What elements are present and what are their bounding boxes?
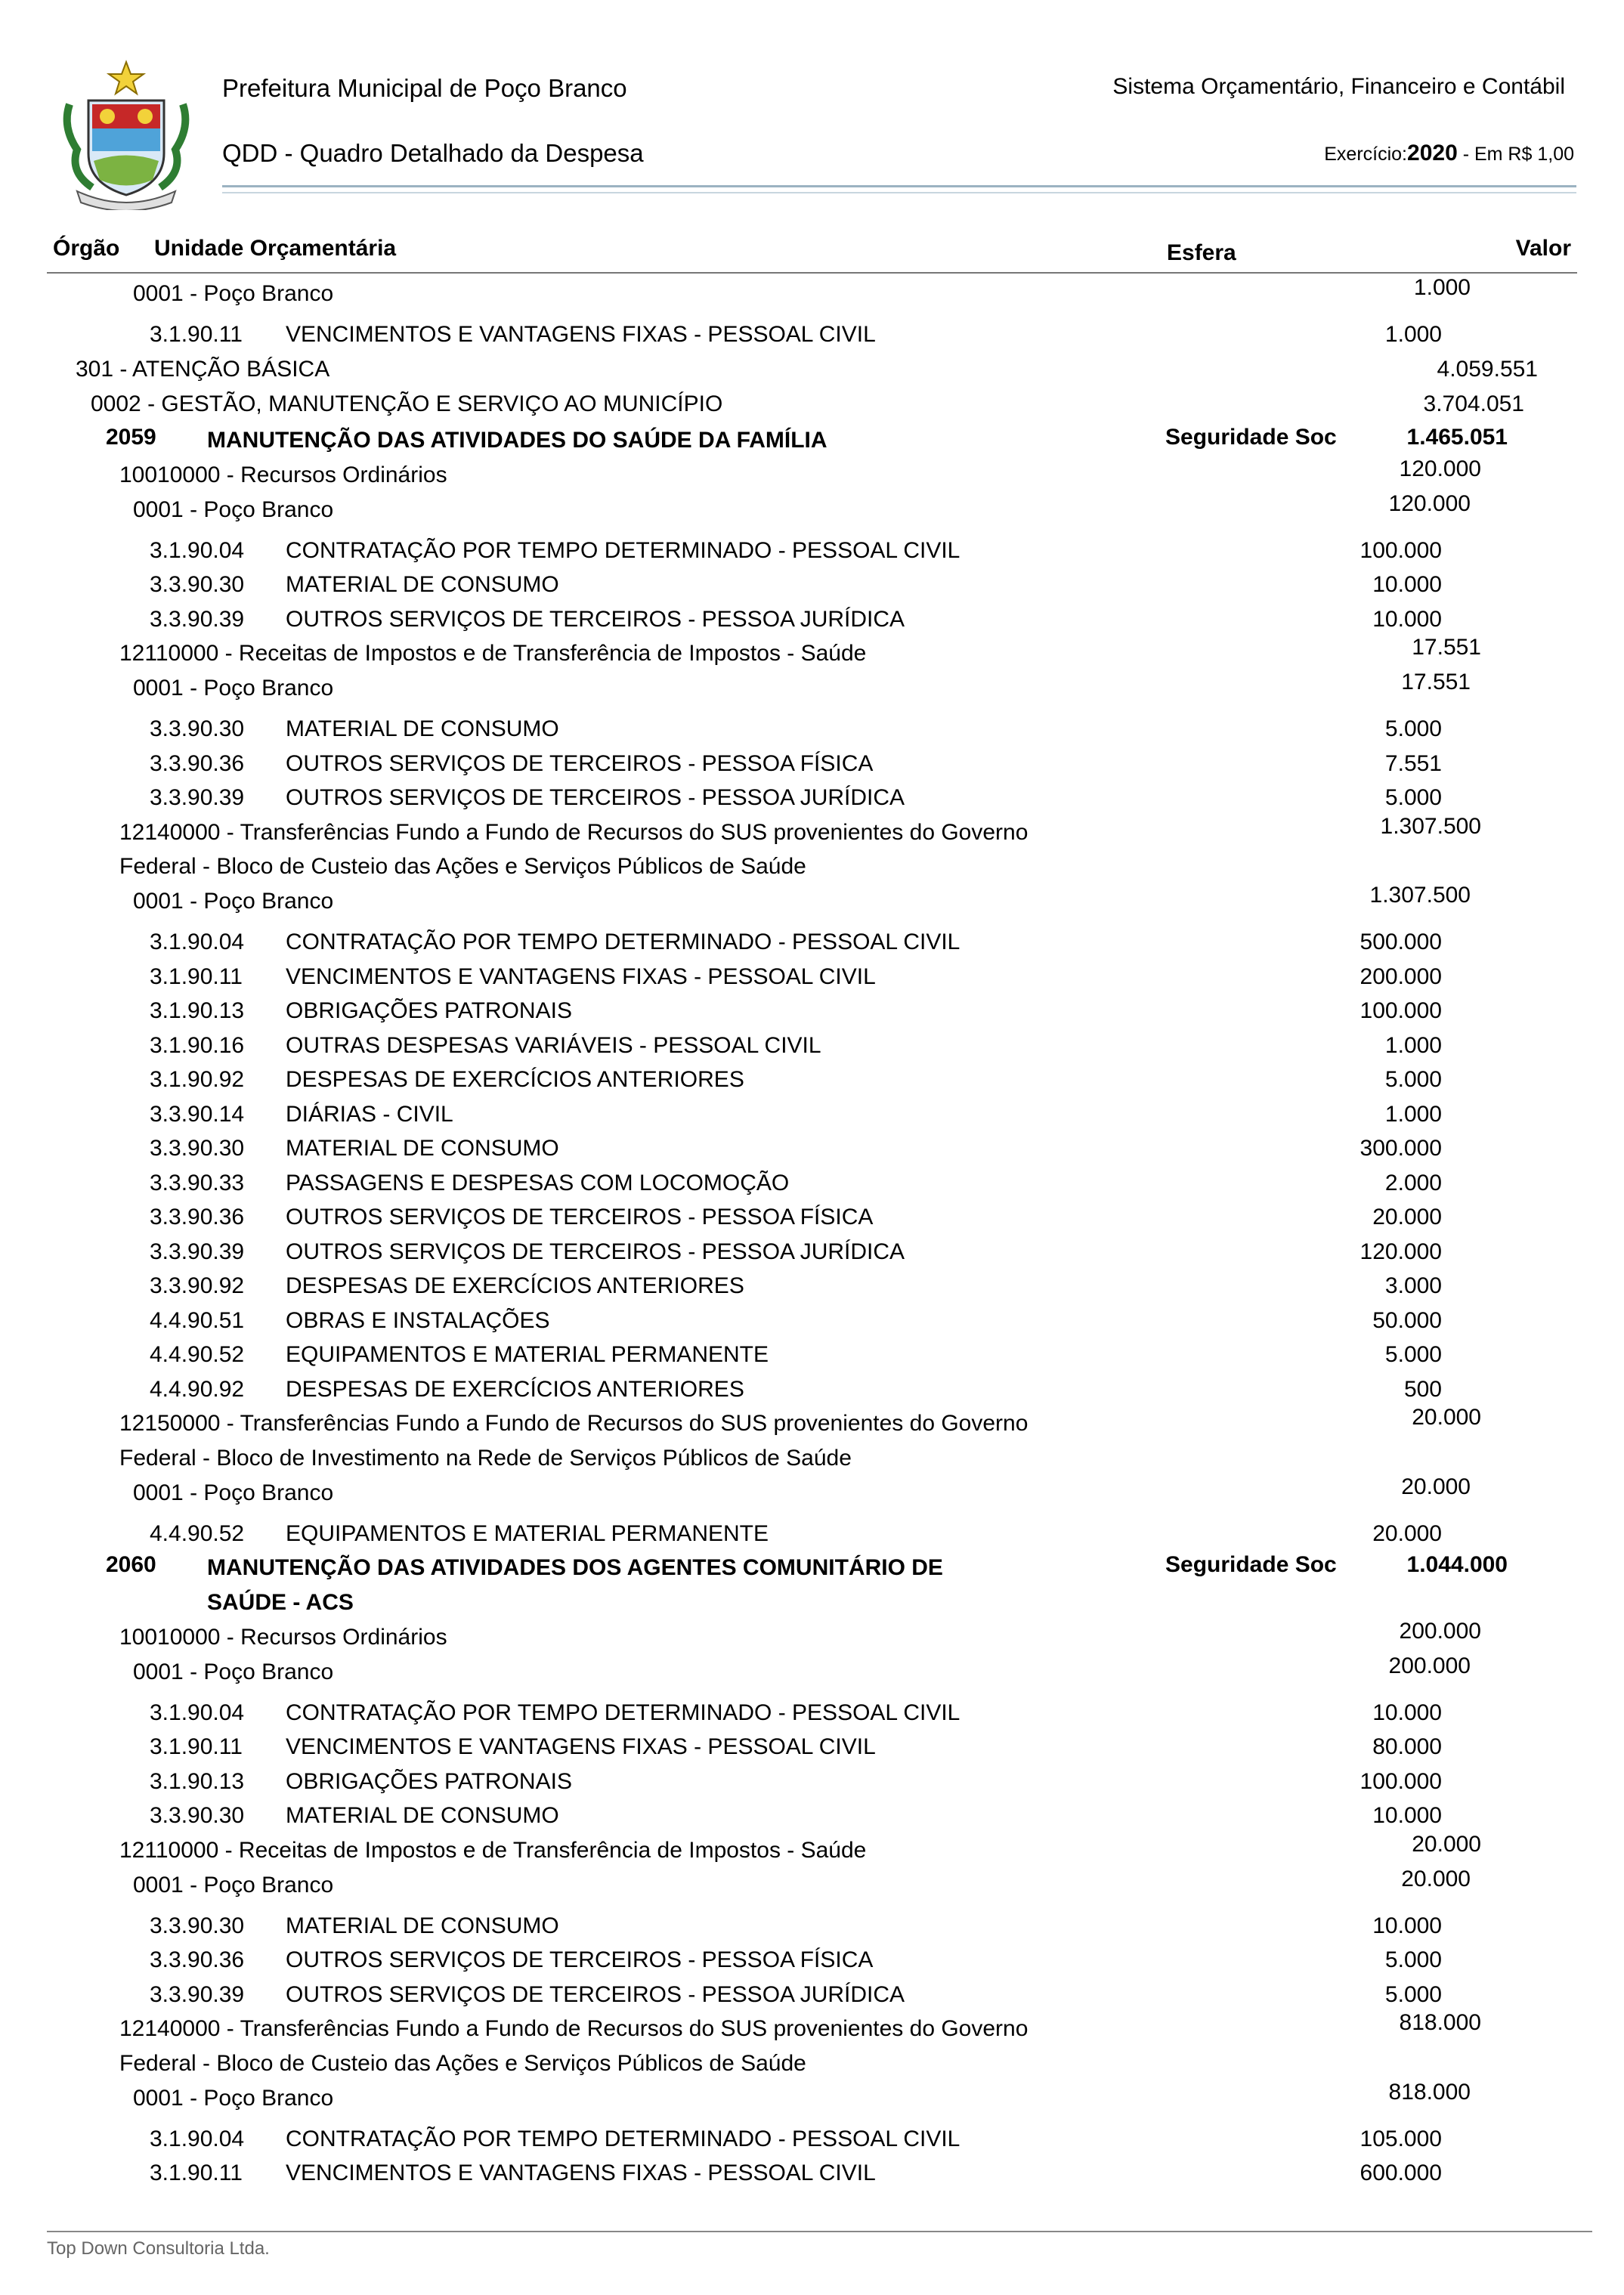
element-code: 3.1.90.04 <box>150 1700 245 1725</box>
row-value: 5.000 <box>1384 1981 1442 2007</box>
row-value: 17.551 <box>1412 635 1481 660</box>
header-rule-2 <box>222 192 1576 193</box>
element-description: VENCIMENTOS E VANTAGENS FIXAS - PESSOAL CIVIL <box>286 2160 876 2185</box>
footer-company: Top Down Consultoria Ltda. <box>47 2238 270 2259</box>
element-description: OUTRAS DESPESAS VARIÁVEIS - PESSOAL CIVIL <box>286 1032 821 1058</box>
element-code: 3.1.90.04 <box>150 929 245 954</box>
currency-note: - Em R$ 1,00 <box>1462 144 1574 165</box>
fonte-label: 0001 - Poço Branco <box>133 1480 334 1505</box>
element-code: 3.3.90.36 <box>150 750 245 776</box>
element-code: 3.1.90.13 <box>150 998 245 1023</box>
element-code: 3.1.90.11 <box>150 1734 243 1759</box>
row-value: 1.000 <box>1384 322 1442 347</box>
row-value: 5.000 <box>1384 1342 1442 1367</box>
element-description: OUTROS SERVIÇOS DE TERCEIROS - PESSOA FÍSICA <box>286 1947 874 1972</box>
element-code: 3.3.90.33 <box>150 1170 245 1195</box>
column-header-rule <box>47 272 1577 274</box>
element-code: 3.3.90.30 <box>150 572 245 597</box>
row-value: 500 <box>1403 1376 1442 1402</box>
row-value: 818.000 <box>1388 2079 1471 2105</box>
resource-label: 12150000 - Transferências Fundo a Fundo de Recursos do SUS provenientes do Governo <box>119 1411 1029 1436</box>
row-value: 20.000 <box>1372 1205 1442 1229</box>
action-description: MANUTENÇÃO DAS ATIVIDADES DOS AGENTES COMUNITÁRIO DE <box>207 1555 943 1580</box>
row-value: 3.704.051 <box>1423 391 1524 416</box>
element-description: PASSAGENS E DESPESAS COM LOCOMOÇÃO <box>286 1170 790 1195</box>
element-code: 3.3.90.30 <box>150 1803 245 1828</box>
row-value: 10.000 <box>1372 572 1442 597</box>
action-description-line2: SAÚDE - ACS <box>207 1589 354 1615</box>
resource-label: 12140000 - Transferências Fundo a Fundo de Recursos do SUS provenientes do Governo <box>119 819 1029 845</box>
resource-label-line2: Federal - Bloco de Investimento na Rede de Serviços Públicos de Saúde <box>119 1445 852 1471</box>
element-description: CONTRATAÇÃO POR TEMPO DETERMINADO - PESSOAL CIVIL <box>286 2126 960 2151</box>
element-description: MATERIAL DE CONSUMO <box>286 1803 559 1828</box>
element-description: DESPESAS DE EXERCÍCIOS ANTERIORES <box>286 1273 744 1298</box>
row-value: 200.000 <box>1399 1618 1481 1644</box>
element-description: DESPESAS DE EXERCÍCIOS ANTERIORES <box>286 1376 744 1402</box>
element-description: OUTROS SERVIÇOS DE TERCEIROS - PESSOA FÍSICA <box>286 1205 874 1229</box>
row-value: 50.000 <box>1372 1307 1442 1333</box>
row-value: 200.000 <box>1360 963 1442 989</box>
row-value: 1.307.500 <box>1380 813 1481 839</box>
element-code: 4.4.90.92 <box>150 1376 245 1402</box>
fonte-label: 0001 - Poço Branco <box>133 496 334 522</box>
row-value: 120.000 <box>1360 1239 1442 1264</box>
element-description: CONTRATAÇÃO POR TEMPO DETERMINADO - PESSOAL CIVIL <box>286 929 960 954</box>
row-value: 5.000 <box>1384 1067 1442 1092</box>
header-rule <box>222 185 1576 187</box>
row-value: 100.000 <box>1360 1768 1442 1794</box>
element-description: EQUIPAMENTOS E MATERIAL PERMANENTE <box>286 1520 769 1546</box>
row-value: 120.000 <box>1388 490 1471 516</box>
element-description: OBRAS E INSTALAÇÕES <box>286 1307 550 1333</box>
resource-label: 12110000 - Receitas de Impostos e de Transferência de Impostos - Saúde <box>119 1837 867 1863</box>
action-description: MANUTENÇÃO DAS ATIVIDADES DO SAÚDE DA FAMÍLIA <box>207 427 827 453</box>
fonte-label: 0001 - Poço Branco <box>133 1872 334 1898</box>
element-code: 3.3.90.92 <box>150 1273 245 1298</box>
resource-label: 12140000 - Transferências Fundo a Fundo de Recursos do SUS provenientes do Governo <box>119 2016 1029 2041</box>
row-value: 100.000 <box>1360 998 1442 1023</box>
row-value: 20.000 <box>1401 1866 1471 1891</box>
row-value: 200.000 <box>1388 1653 1471 1678</box>
row-value: 80.000 <box>1372 1734 1442 1759</box>
element-description: DESPESAS DE EXERCÍCIOS ANTERIORES <box>286 1067 744 1092</box>
row-value: 1.465.051 <box>1406 424 1508 450</box>
element-description: OUTROS SERVIÇOS DE TERCEIROS - PESSOA JURÍDICA <box>286 785 905 810</box>
element-description: MATERIAL DE CONSUMO <box>286 572 559 597</box>
esfera-value: Seguridade Soc <box>1165 1552 1337 1577</box>
row-value: 1.307.500 <box>1369 883 1471 908</box>
row-value: 20.000 <box>1412 1831 1481 1857</box>
program-label: 301 - ATENÇÃO BÁSICA <box>76 356 330 382</box>
row-value: 600.000 <box>1360 2160 1442 2185</box>
element-description: EQUIPAMENTOS E MATERIAL PERMANENTE <box>286 1342 769 1367</box>
element-code: 3.3.90.39 <box>150 1981 245 2007</box>
element-code: 3.3.90.30 <box>150 1136 245 1161</box>
element-description: VENCIMENTOS E VANTAGENS FIXAS - PESSOAL CIVIL <box>286 1734 876 1759</box>
element-code: 4.4.90.52 <box>150 1342 245 1367</box>
element-code: 3.1.90.13 <box>150 1768 245 1794</box>
system-name: Sistema Orçamentário, Financeiro e Contábil <box>1112 74 1565 99</box>
coat-of-arms-icon <box>47 59 206 210</box>
row-value: 10.000 <box>1372 1913 1442 1938</box>
row-value: 1.044.000 <box>1406 1552 1508 1577</box>
exercise-info <box>1324 141 1574 166</box>
element-code: 3.3.90.30 <box>150 1913 245 1938</box>
row-value: 3.000 <box>1384 1273 1442 1298</box>
fonte-label: 0001 - Poço Branco <box>133 281 334 306</box>
row-value: 20.000 <box>1401 1474 1471 1499</box>
municipal-coat-of-arms <box>47 59 206 210</box>
exercise-year: 2020 <box>1407 141 1458 165</box>
element-code: 4.4.90.52 <box>150 1520 245 1546</box>
row-value: 10.000 <box>1372 606 1442 632</box>
organization-name: Prefeitura Municipal de Poço Branco <box>222 74 627 102</box>
element-description: OBRIGAÇÕES PATRONAIS <box>286 998 572 1023</box>
element-code: 3.1.90.92 <box>150 1067 245 1092</box>
element-description: VENCIMENTOS E VANTAGENS FIXAS - PESSOAL CIVIL <box>286 322 876 347</box>
row-value: 500.000 <box>1360 929 1442 954</box>
element-code: 3.3.90.36 <box>150 1205 245 1229</box>
element-code: 3.1.90.11 <box>150 322 243 347</box>
element-description: VENCIMENTOS E VANTAGENS FIXAS - PESSOAL CIVIL <box>286 963 876 989</box>
row-value: 20.000 <box>1372 1520 1442 1546</box>
row-value: 7.551 <box>1384 750 1442 776</box>
esfera-value: Seguridade Soc <box>1165 424 1337 450</box>
element-code: 3.3.90.30 <box>150 716 245 741</box>
row-value: 4.059.551 <box>1437 356 1538 382</box>
resource-label-line2: Federal - Bloco de Custeio das Ações e Serviços Públicos de Saúde <box>119 2050 806 2076</box>
row-value: 1.000 <box>1384 1032 1442 1058</box>
row-value: 100.000 <box>1360 537 1442 563</box>
row-value: 5.000 <box>1384 785 1442 810</box>
element-code: 3.1.90.04 <box>150 537 245 563</box>
element-description: OUTROS SERVIÇOS DE TERCEIROS - PESSOA JURÍDICA <box>286 1239 905 1264</box>
fonte-label: 0001 - Poço Branco <box>133 676 334 701</box>
fonte-label: 0001 - Poço Branco <box>133 889 334 914</box>
element-description: OUTROS SERVIÇOS DE TERCEIROS - PESSOA JURÍDICA <box>286 606 905 632</box>
row-value: 1.000 <box>1413 275 1471 300</box>
resource-label: 12110000 - Receitas de Impostos e de Transferência de Impostos - Saúde <box>119 641 867 666</box>
exercise-label: Exercício: <box>1324 144 1408 165</box>
fonte-label: 0001 - Poço Branco <box>133 2085 334 2111</box>
element-code: 4.4.90.51 <box>150 1307 245 1333</box>
col-valor: Valor <box>1515 236 1571 261</box>
action-code: 2060 <box>106 1552 156 1577</box>
element-code: 3.3.90.39 <box>150 1239 245 1264</box>
element-code: 3.1.90.16 <box>150 1032 245 1058</box>
element-code: 3.3.90.39 <box>150 606 245 632</box>
element-code: 3.3.90.36 <box>150 1947 245 1972</box>
element-code: 3.1.90.11 <box>150 963 243 989</box>
element-description: MATERIAL DE CONSUMO <box>286 716 559 741</box>
element-description: CONTRATAÇÃO POR TEMPO DETERMINADO - PESSOAL CIVIL <box>286 537 960 563</box>
row-value: 120.000 <box>1399 456 1481 481</box>
resource-label-line2: Federal - Bloco de Custeio das Ações e Serviços Públicos de Saúde <box>119 854 806 879</box>
row-value: 300.000 <box>1360 1136 1442 1161</box>
row-value: 5.000 <box>1384 716 1442 741</box>
row-value: 10.000 <box>1372 1803 1442 1828</box>
col-unidade: Unidade Orçamentária <box>154 236 397 261</box>
row-value: 5.000 <box>1384 1947 1442 1972</box>
col-esfera: Esfera <box>1167 240 1236 265</box>
element-code: 3.3.90.39 <box>150 785 245 810</box>
fonte-label: 0001 - Poço Branco <box>133 1659 334 1684</box>
element-code: 3.1.90.11 <box>150 2160 243 2185</box>
element-description: MATERIAL DE CONSUMO <box>286 1136 559 1161</box>
action-code: 2059 <box>106 424 156 450</box>
row-value: 105.000 <box>1360 2126 1442 2151</box>
row-value: 818.000 <box>1399 2010 1481 2035</box>
element-description: MATERIAL DE CONSUMO <box>286 1913 559 1938</box>
col-orgao: Órgão <box>53 236 120 261</box>
element-description: OUTROS SERVIÇOS DE TERCEIROS - PESSOA FÍSICA <box>286 750 874 776</box>
row-value: 1.000 <box>1384 1101 1442 1127</box>
row-value: 20.000 <box>1412 1405 1481 1430</box>
element-description: DIÁRIAS - CIVIL <box>286 1101 453 1127</box>
report-title: QDD - Quadro Detalhado da Despesa <box>222 139 644 167</box>
element-description: CONTRATAÇÃO POR TEMPO DETERMINADO - PESSOAL CIVIL <box>286 1700 960 1725</box>
element-description: OUTROS SERVIÇOS DE TERCEIROS - PESSOA JURÍDICA <box>286 1981 905 2007</box>
resource-label: 10010000 - Recursos Ordinários <box>119 462 447 487</box>
element-code: 3.3.90.14 <box>150 1101 245 1127</box>
row-value: 10.000 <box>1372 1700 1442 1725</box>
element-description: OBRIGAÇÕES PATRONAIS <box>286 1768 572 1794</box>
footer-rule <box>47 2231 1592 2232</box>
row-value: 17.551 <box>1401 670 1471 694</box>
row-value: 2.000 <box>1384 1170 1442 1195</box>
subprogram-label: 0002 - GESTÃO, MANUTENÇÃO E SERVIÇO AO MUNICÍPIO <box>91 391 723 416</box>
element-code: 3.1.90.04 <box>150 2126 245 2151</box>
resource-label: 10010000 - Recursos Ordinários <box>119 1624 447 1650</box>
